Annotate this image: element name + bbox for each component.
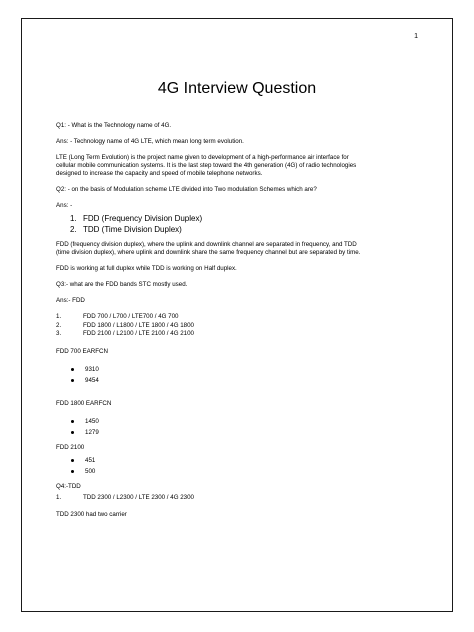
q4-question: Q4:-TDD <box>56 482 81 490</box>
q1-lte-line: designed to increase the capacity and speed of mobile telephone networks. <box>56 170 263 177</box>
earfcn-2100-list <box>56 455 416 477</box>
list-number: 1. <box>70 214 77 223</box>
list-number: 2. <box>56 321 62 329</box>
list-item <box>56 364 416 375</box>
bullet-icon <box>71 431 74 434</box>
q1-lte-line: LTE (Long Term Evolution) is the project name given to development of a high-performance air interface for <box>56 154 349 161</box>
document-body <box>56 122 416 527</box>
page-number: 1 <box>414 33 418 40</box>
earfcn-700-list <box>56 364 416 386</box>
list-item <box>56 330 416 339</box>
q2-explanation-line: FDD (frequency division duplex), where the uplink and downlink channel are separated in frequency, and TDD <box>56 241 357 248</box>
q2-duplex-note: FDD is working at full duplex while TDD is working on Half duplex. <box>56 265 237 272</box>
q4-note: TDD 2300 had two carrier <box>56 511 127 518</box>
list-item <box>56 322 416 331</box>
q2-answer-label: Ans: - <box>56 202 73 209</box>
list-text: 9310 <box>85 365 99 373</box>
q1-answer: Ans: - Technology name of 4G LTE, which mean long term evolution. <box>56 138 244 145</box>
page-title: 4G Interview Question <box>157 80 317 97</box>
list-text: 1279 <box>85 428 99 436</box>
q3-answer: Ans:- FDD <box>56 297 85 304</box>
earfcn-2100-label: FDD 2100 <box>56 443 85 451</box>
list-text: FDD 700 / L700 / LTE700 / 4G 700 <box>83 313 179 320</box>
list-text: FDD (Frequency Division Duplex) <box>83 214 203 223</box>
document-page <box>21 18 453 612</box>
earfcn-1800-label: FDD 1800 EARFCN <box>56 399 112 407</box>
bullet-icon <box>71 459 74 462</box>
list-item <box>56 213 416 224</box>
list-item <box>56 466 416 477</box>
list-text: 9454 <box>85 376 99 384</box>
q2-explanation <box>56 241 416 257</box>
list-text: 500 <box>85 467 96 475</box>
bullet-icon <box>71 379 74 382</box>
list-text: FDD 2100 / L2100 / LTE 2100 / 4G 2100 <box>83 330 194 337</box>
list-text: 451 <box>85 456 96 464</box>
list-item <box>56 416 416 427</box>
list-text: 1450 <box>85 417 99 425</box>
list-number: 1. <box>56 313 62 320</box>
list-text: TDD (Time Division Duplex) <box>83 225 182 234</box>
list-item <box>56 375 416 386</box>
q1-question: Q1: - What is the Technology name of 4G. <box>56 122 172 129</box>
list-number: 2. <box>70 225 77 234</box>
list-item <box>56 224 416 235</box>
q4-band-list <box>56 494 416 503</box>
list-item <box>56 313 416 322</box>
earfcn-1800-list <box>56 416 416 438</box>
list-text: FDD 1800 / L1800 / LTE 1800 / 4G 1800 <box>83 321 194 329</box>
list-item <box>56 494 416 503</box>
q2-question: Q2: - on the basis of Modulation scheme LTE divided into Two modulation Schemes which are? <box>56 186 317 193</box>
q2-scheme-list <box>56 213 416 235</box>
list-number: 3. <box>56 330 62 337</box>
list-text: TDD 2300 / L2300 / LTE 2300 / 4G 2300 <box>83 493 194 501</box>
bullet-icon <box>71 420 74 423</box>
list-item <box>56 427 416 438</box>
earfcn-700-label: FDD 700 EARFCN <box>56 347 108 355</box>
bullet-icon <box>71 368 74 371</box>
bullet-icon <box>71 470 74 473</box>
list-number: 1. <box>56 493 62 501</box>
q2-explanation-line: (time division duplex), where uplink and downlink share the same frequency channel but are separated by time. <box>56 249 361 256</box>
q3-question: Q3:- what are the FDD bands STC mostly used. <box>56 281 188 288</box>
q1-lte-paragraph <box>56 154 416 178</box>
list-item <box>56 455 416 466</box>
q1-lte-line: cellular mobile communication systems. It is the last step toward the 4th generation (4G) of radio technologies <box>56 162 357 169</box>
q3-band-list <box>56 313 416 339</box>
